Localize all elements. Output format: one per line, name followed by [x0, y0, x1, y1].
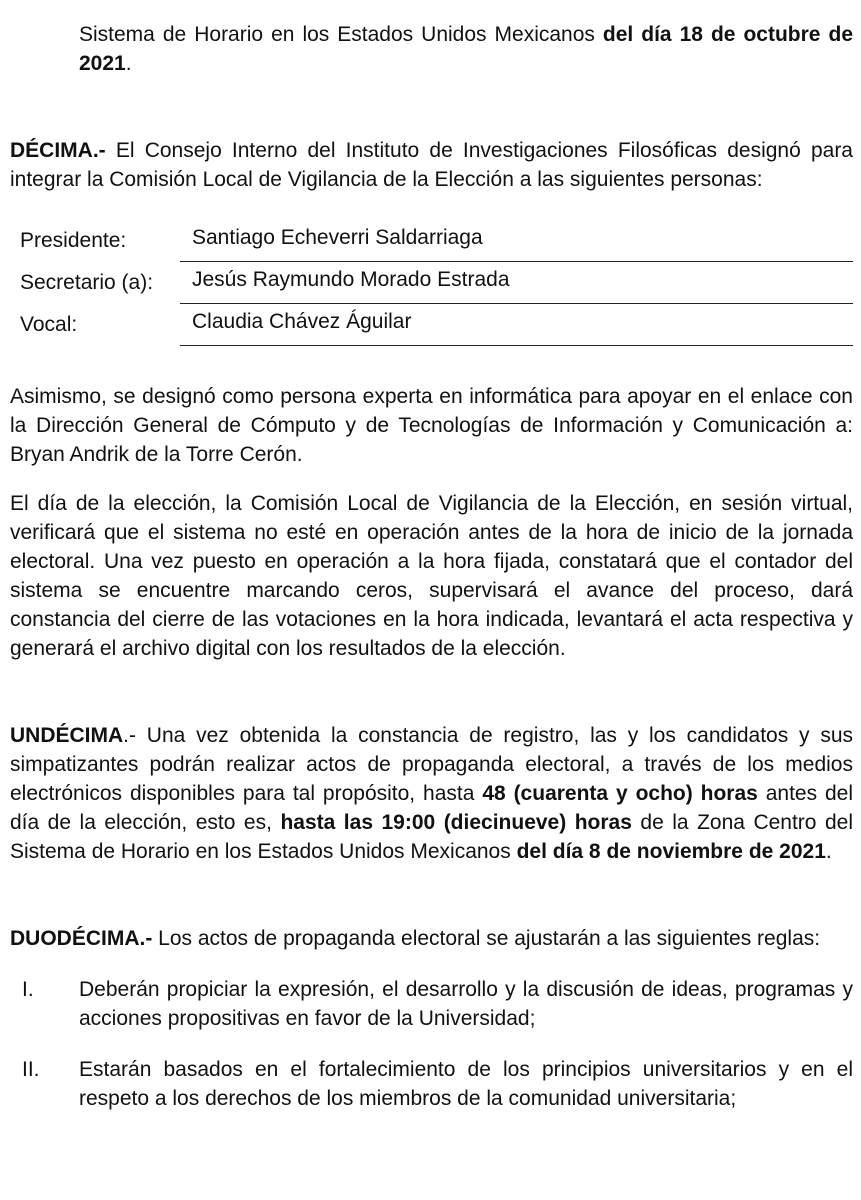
member-role: Presidente:	[20, 229, 127, 252]
duodecima-paragraph	[10, 924, 853, 953]
document-page	[10, 20, 853, 1113]
rule-item	[10, 1055, 853, 1113]
duodecima-text: Los actos de propaganda electoral se ajustarán a las siguientes reglas:	[152, 927, 821, 950]
member-name: Jesús Raymundo Morado Estrada	[180, 262, 853, 304]
intro-end: .	[125, 52, 132, 75]
member-role: Vocal:	[20, 313, 78, 336]
undecima-paragraph: UNDÉCIMA.- Una vez obtenida la constancia de registro, las y los candidatos y sus simpatizantes podrán realizar actos de propaganda electoral, a través de los medios electrónicos disponibles para tal propósito, hasta 48 (cuarenta y ocho) horas antes del día de la elección, esto es, hasta las 19:00 (diecinueve) horas de la Zona Centro del Sistema de Horario en los Estados Unidos Mexicanos del día 8 de noviembre de 2021.	[10, 724, 853, 863]
rule-number: I.	[22, 978, 34, 1001]
decima-heading: DÉCIMA.-	[10, 139, 106, 162]
rule-text: Estarán basados en el fortalecimiento de los principios universitarios y en el respeto a los derechos de los miembros de la comunidad universitaria;	[79, 1058, 853, 1110]
member-role: Secretario (a):	[20, 271, 154, 294]
intro-date: del día 18 de octubre de 2021	[79, 23, 853, 75]
member-row	[10, 220, 853, 262]
intro-text: Sistema de Horario en los Estados Unidos Mexicanos	[79, 23, 603, 46]
member-name: Santiago Echeverri Saldarriaga	[180, 220, 853, 262]
member-name: Claudia Chávez Águilar	[180, 304, 853, 346]
rule-number: II.	[22, 1058, 40, 1081]
rule-text: Deberán propiciar la expresión, el desarrollo y la discusión de ideas, programas y acciones propositivas en favor de la Universidad;	[79, 978, 853, 1030]
decima-paragraph	[10, 136, 853, 194]
duodecima-heading: DUODÉCIMA.-	[10, 927, 153, 950]
undecima-heading: UNDÉCIMA	[10, 724, 124, 747]
intro-paragraph	[10, 20, 853, 78]
member-row	[10, 304, 853, 346]
election-day-paragraph: El día de la elección, la Comisión Local de Vigilancia de la Elección, en sesión virtual, verificará que el sistema no esté en operación antes de la hora de inicio de la jornada electoral. Una vez puesto en operación a la hora fijada, constatará que el contador del sistema se encuentre marcando ceros, supervisará el avance del proceso, dará constancia del cierre de las votaciones en la hora indicada, levantará el acta respectiva y generará el archivo digital con los resultados de la elección.	[10, 492, 853, 660]
asimismo-paragraph: Asimismo, se designó como persona experta en informática para apoyar en el enlace con la Dirección General de Cómputo y de Tecnologías de Información y Comunicación a: Bryan Andrik de la Torre Cerón.	[10, 385, 853, 466]
rule-item	[10, 975, 853, 1033]
decima-text: El Consejo Interno del Instituto de Investigaciones Filosóficas designó para integrar la Comisión Local de Vigilancia de la Elección a las siguientes personas:	[10, 139, 853, 191]
commission-members-table	[10, 220, 853, 346]
member-row	[10, 262, 853, 304]
